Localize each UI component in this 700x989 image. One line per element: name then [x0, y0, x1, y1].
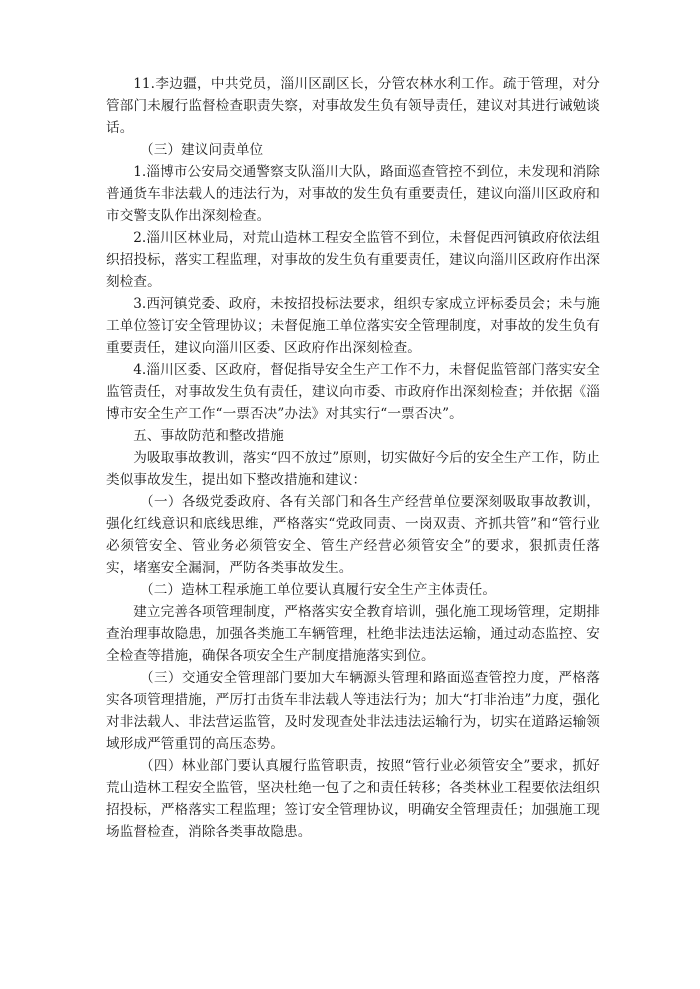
paragraph-measure-3: （三）交通安全管理部门要加大车辆源头管理和路面巡查管控力度，严格落实各项管理措施，严厉打击货车非法载人等违法行为；加大“打非治违”力度，强化对非法载人、非法营运监管，及时发现查处非法违法运输行为，切实在道路运输领域形成严管重罚的高压态势。 [106, 670, 600, 752]
paragraph-unit-2: 2.淄川区林业局，对荒山造林工程安全监管不到位，未督促西河镇政府依法组织招投标，落实工程监理，对事故的发生负有重要责任，建议向淄川区政府作出深刻检查。 [106, 230, 600, 290]
paragraph-measure-2-body: 建立完善各项管理制度，严格落实安全教育培训，强化施工现场管理，定期排查治理事故隐患，加强各类施工车辆管理，杜绝非法违法运输，通过动态监控、安全检查等措施，确保各项安全生产制度措施落实到位。 [106, 604, 600, 664]
paragraph-accountability-item-11: 11.李边疆，中共党员，淄川区副区长，分管农林水利工作。疏于管理，对分管部门未履行监督检查职责失察，对事故发生负有领导责任，建议对其进行诫勉谈话。 [106, 76, 600, 136]
paragraph-unit-1: 1.淄博市公安局交通警察支队淄川大队，路面巡查管控不到位，未发现和消除普通货车非法载人的违法行为，对事故的发生负有重要责任，建议向淄川区政府和市交警支队作出深刻检查。 [106, 164, 600, 224]
paragraph-unit-4: 4.淄川区委、区政府，督促指导安全生产工作不力，未督促监管部门落实安全监管责任，对事故发生负有责任，建议向市委、市政府作出深刻检查；并依据《淄博市安全生产工作“一票否决”办法》对其实行“一票否决”。 [106, 362, 600, 422]
document-body [106, 73, 600, 843]
paragraph-measure-1: （一）各级党委政府、各有关部门和各生产经营单位要深刻吸取事故教训，强化红线意识和底线思维，严格落实“党政同责、一岗双责、齐抓共管”和“管行业必须管安全、管业务必须管安全、管生产经营必须管安全”的要求，狠抓责任落实，堵塞安全漏洞，严防各类事故发生。 [106, 494, 600, 576]
paragraph-measures-intro: 为吸取事故教训，落实“四不放过”原则，切实做好今后的安全生产工作，防止类似事故发生，提出如下整改措施和建议： [106, 450, 600, 488]
section-heading-units: （三）建议问责单位 [140, 142, 264, 158]
paragraph-measure-2-title: （二）造林工程承施工单位要认真履行安全生产主体责任。 [140, 582, 497, 598]
paragraph-measure-4: （四）林业部门要认真履行监管职责，按照“管行业必须管安全”要求，抓好荒山造林工程安全监管，坚决杜绝一包了之和责任转移；各类林业工程要依法组织招投标，严格落实工程监理；签订安全管理协议，明确安全管理责任；加强施工现场监督检查，消除各类事故隐患。 [106, 758, 600, 840]
section-heading-measures: 五、事故防范和整改措施 [133, 428, 284, 444]
paragraph-unit-3: 3.西河镇党委、政府，未按招投标法要求，组织专家成立评标委员会；未与施工单位签订安全管理协议；未督促施工单位落实安全管理制度，对事故的发生负有重要责任，建议向淄川区委、区政府作出深刻检查。 [106, 296, 600, 356]
